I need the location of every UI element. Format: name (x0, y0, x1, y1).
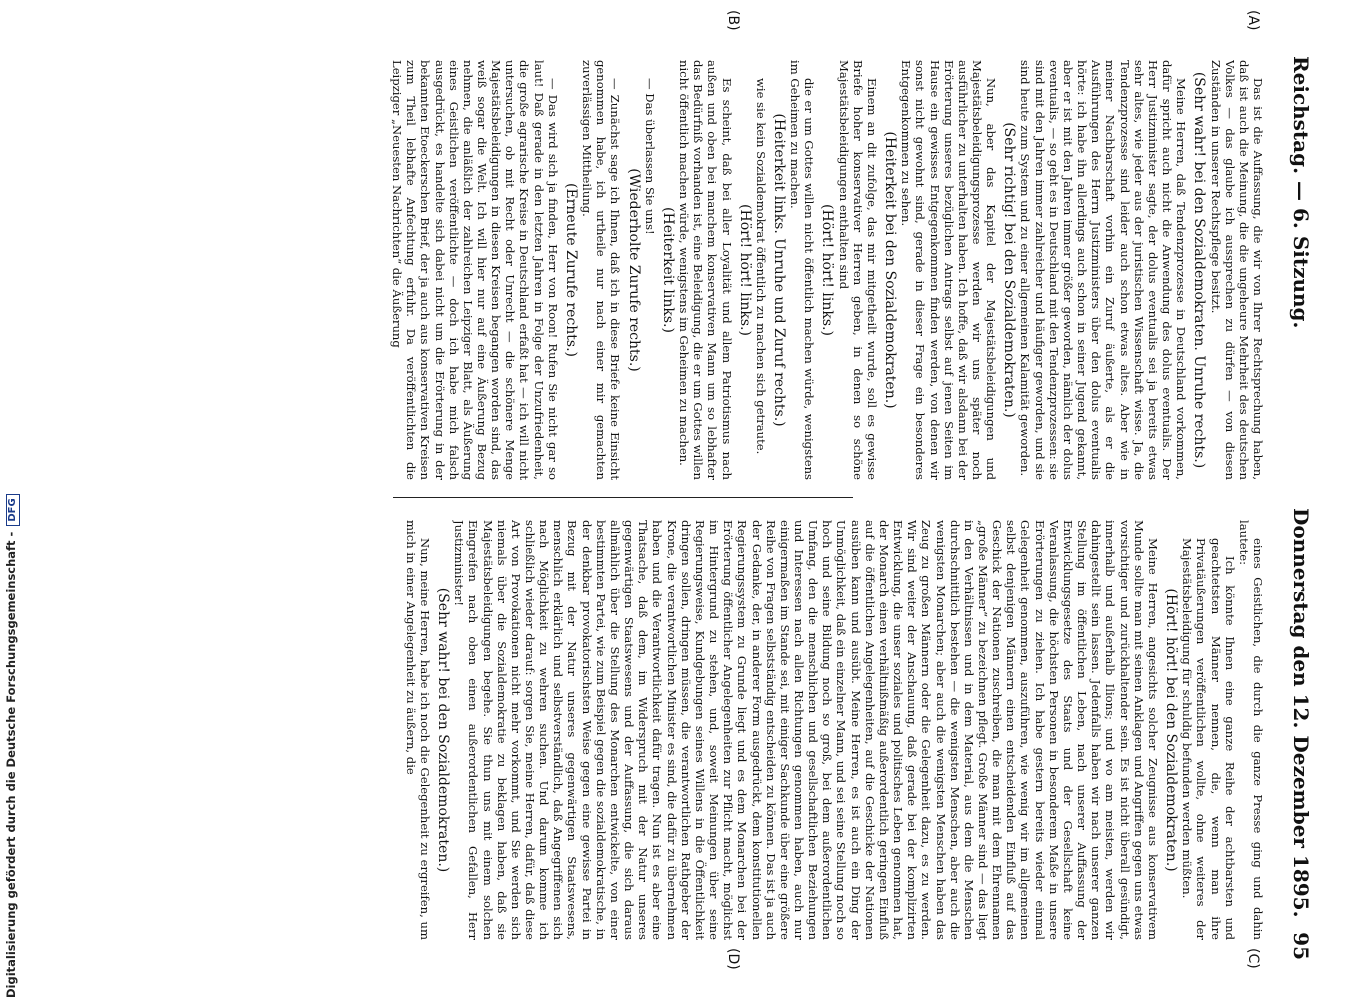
interjection-note: (Sehr richtig! bei den Sozialdemokraten.) (1001, 122, 1018, 418)
paragraph: eines Geistlichen, die durch die ganze Presse ging und dahin lautete: (1236, 520, 1265, 940)
page-header (1285, 48, 1313, 968)
header-center: Donnerstag den 12. Dezember 1895. (1289, 508, 1313, 918)
paragraph: Meine Herren, angesichts solcher Zeugnisse aus konservativem Munde sollte man mit seinen Anklagen und Angriffen gegen uns etwas vorsichtiger und zurückhaltender sein. Es ist nicht überall gesündigt, innerhalb und außerhalb Ilions; und wo am meisten, werden wir dahingestellt sein lassen. Jedenfalls haben wir nach unserer ganzen Stellung im öffentlichen Leben, nach unserer Auffassung der Entwicklungsgesetze des Staats und der Gesellschaft keine Veranlassung, die höchsten Personen in besonderem Maße in unsere Erörterungen zu ziehen. Ich habe gestern bereits wieder einmal Gelegenheit genommen, auszuführen, wie wenig wir im allgemeinen selbst denjenigen Männern einen entscheidenden Einfluß auf das Geschick der Nationen zuschreiben, die man mit dem Ehrennamen „große Männer“ zu bezeichnen pflegt. Große Männer sind — das liegt in den Verhältnissen und in dem Material, aus dem die Menschen durchschnittlich bestehen — die wenigsten Menschen, aber auch die wenigsten Monarchen; aber auch die wenigsten Menschen haben das Zeug zu großen Männern oder die Gelegenheit dazu, es zu werden. Wir sind weiter der Anschauung, daß gerade bei der komplizirten Entwicklung, die unser soziales und politisches Leben genommen hat, der Monarch einen verhältnißmäßig außerordentlich geringen Einfluß auf die öffentlichen Angelegenheiten, auf die Geschicke der Nationen ausüben kann und ausübt. Meine Herren, es ist auch ein Ding der Unmöglichkeit, daß ein einzelner Mann, und sei seine Stellung noch so hoch und seine Bildung noch so groß, bei dem außerordentlichen Umfang, den die menschlichen und gesellschaftlichen Beziehungen und Interessen nach allen Richtungen genommen haben, auch nur einigermaßen im Stande sei, mit einiger Sachkunde über eine größere Reihe von Fragen selbstständig entscheiden zu können. Das ist ja auch der Gedanke, der, in anderer Form ausgedrückt, dem konstitutionellen Regierungssystem zu Grunde liegt und es dem Monarchen bei der Erörterung öffentlicher Angelegenheiten zur Pflicht macht, möglichst im Hintergrund zu stehen, und, soweit Meinungen über seine Regierungsweise, Kundgebungen seines Willens in die Öffentlichkeit dringen sollen, dringen müssen, die verantwortlichen Rathgeber der Krone, die verantwortlichen Minister es sind, die dafür zu übernehmen haben und die Verantwortlichkeit dafür tragen. Nun ist es aber eine Thatsache, daß dem, im Widerspruch mit der Natur unseres gegenwärtigen Staatswesens und der Auffassung, die sich daraus allmählich über die Stellung des Monarchen entwickelte, von einer bestimmten Partei, wie zum Beispiel gegen die sozialdemokratische, in der denkbar provokatorischsten Weise gegen eine gewisse Partei in Bezug mit der Natur unseres gegenwärtigen Staatswesens, menschlich erklärlich und selbstverständlich, daß Angegriffenen sich nach Möglichkeit zu wehren suchen. Und darum komme ich schließlich wieder darauf: sorgen Sie, meine Herren, dafür, daß diese Art von Provokationen nicht mehr vorkommt, und Sie werden sich niemals über die Sozialdemokratie zu beklagen haben, daß sie Majestätsbeleidigungen begehe. Sie thun uns mit einem solchen Eingreifen nach oben einen außerordentlichen Gefallen, Herr Justizminister! (452, 520, 1160, 940)
footer-strip (0, 0, 20, 1000)
interjection-note: (Heiterkeit links.) (659, 207, 676, 333)
paragraph: — Das überlassen Sie uns! (642, 78, 657, 235)
paragraph: — Das wird sich ja finden, Herr von Roon! Rufen Sie nicht gar so laut! Daß gerade in den letzten Jahren in Folge der Unzufriedenheit, die große agrarische Kreise in Deutschland erfaßt hat — ich will nicht untersuchen, ob mit Recht oder Unrecht — die schönere Menge Majestätsbeleidigungen in diesen Kreisen begangen worden sind, das weiß sogar die Welt. Ich will hier nur auf eine Äußerung Bezug nehmen, die anläßlich der zahlreichen Leipziger Blatt, als Äußerung eines Geistlichen veröffentlichte — doch ich habe mich falsch ausgedrückt, es handelte sich dabei nicht um die Erörterung in der bekannten Etoeckerschen Brief, der ja auch aus konservativen Kreisen zum Theil lebhafte Anfechtung erfuhr. Da veröffentlichten die Leipziger „Neuesten Nachrichten“ die Äußerung (390, 60, 560, 480)
paragraph: Es scheint, daß bei aller Loyalität und allem Patriotismus nach außen und oben bei manchem konservativen Mann um so lebhafter das Bedürfniß vorhanden ist, eine Beleidigung, die er um Gottes willen nicht öffentlich machen würde, wenigstens im Geheimen zu machen. (677, 60, 734, 480)
left-text-column (375, 60, 1265, 480)
header-left: Reichstag. — 6. Sitzung. (1289, 56, 1313, 329)
paragraph: Nun, aber das Kapitel der Majestätsbeleidigungen und Majestätsbeleidigungsprozesse werden wir uns später noch ausführlicher zu unterhalten haben. Ich hoffe, daß wir alsdann bei der Erörterung unseres bezüglichen Antrags selbst auf jenen Seiten im Hause ein gewisses Entgegenkommen finden werden, von denen wir sonst nicht gewohnt sind, gerade in dieser Frage ein besonderes Entgegenkommen zu sehen. (899, 60, 999, 480)
interjection-note: (Hört! hört! links.) (819, 204, 836, 336)
paragraph: Meine Herren, daß Tendenzprozesse in Deutschland vorkommen, dafür spricht auch nicht die Anwendung des dolus eventualis. Der Herr Justizminister sagte, der dolus eventualis sei ja bereits etwas sehr altes, wie jeder aus der juristischen Wissenschaft wisse. Ja, die Tendenzprozesse sind leider auch schon etwas altes. Aber wie in meiner Nachbarschaft vorhin ein Zuruf äußerte, als er die Ausführungen des Herrn Justizministers über den dolus eventualis hörte: ich habe ihn allerdings auch schon in seiner Jugend gekannt, aber er ist mit den Jahren immer größer geworden, nämlich der dolus eventualis, — so geht es in Deutschland mit den Tendenzprozessen: sie sind mit den Jahren immer zahlreicher und häufiger geworden, und sie sind heute zum System und zu einer allgemeinen Kalamität geworden. (1018, 60, 1189, 480)
paragraph: Einem an dit zufolge, das mir mitgetheilt wurde, soll es gewisse Briefe hoher konservativer Herren geben, in denen so schöne Majestätsbeleidigungen enthalten sind (836, 60, 879, 480)
margin-marker-a: (A) (1245, 10, 1261, 31)
interjection-note: (Sehr wahr! bei den Sozialdemokraten. Unruhe rechts.) (1191, 71, 1208, 469)
right-text-column (375, 520, 1265, 940)
paragraph: Ich könnte Ihnen eine ganze Reihe der achtbarsten und geachtetsten Männer nennen, die, wenn man ihre Privatäußerungen veröffentlichen wollte, ohne weiteres der Majestätsbeleidigung für schuldig befunden werden müßten. (1180, 538, 1237, 940)
margin-marker-c: (C) (1245, 948, 1261, 969)
page-number: 95 (1289, 932, 1313, 960)
interjection-note: (Erneute Zurufe rechts.) (562, 183, 579, 357)
paragraph: — Zunächst sage ich Ihnen, daß ich in diese Briefe keine Einsicht genommen habe, ich urtheile nur nach einer mir gemachten zuverlässigen Mittheilung. (580, 60, 623, 480)
interjection-note: (Hört! hört! bei den Sozialdemokraten.) (1163, 588, 1180, 872)
interjection-note: (Heiterkeit bei den Sozialdemokraten.) (882, 131, 899, 409)
margin-marker-b: (B) (725, 10, 741, 31)
digitization-credit (4, 494, 20, 998)
column-divider (393, 497, 853, 498)
interjection-note: (Hört! hört! links.) (736, 204, 753, 336)
interjection-note: (Wiederholte Zurufe rechts.) (625, 168, 642, 372)
credit-text: Digitalisierung gefördert durch die Deutsche Forschungsgemeinschaft - (4, 531, 18, 998)
paragraph: wie sie kein Sozialdemokrat öffentlich zu machen sich getraute. (753, 78, 768, 455)
margin-marker-d: (D) (725, 948, 741, 970)
interjection-note: (Heiterkeit links. Unruhe und Zuruf rechts.) (771, 113, 787, 427)
paragraph: Das ist die Auffassung, die wir von Ihrer Rechtsprechung haben, daß ist auch die Meinung, die die ungeheure Mehrheit des deutschen Volkes — das glaube ich aussprechen zu dürfen — von diesen Zuständen in unserer Rechtspflege besitzt. (1208, 60, 1265, 480)
dfg-logo: DFG (6, 494, 20, 525)
paragraph: die er um Gottes willen nicht öffentlich machen würde, wenigstens im Geheimen zu machen. (788, 60, 817, 480)
interjection-note: (Sehr wahr! bei den Sozialdemokraten.) (435, 587, 452, 873)
paragraph: Nun, meine Herren, habe ich noch die Gelegenheit zu ergreifen, um mich in einer Angelegenheit zu äußern, die (403, 520, 432, 940)
